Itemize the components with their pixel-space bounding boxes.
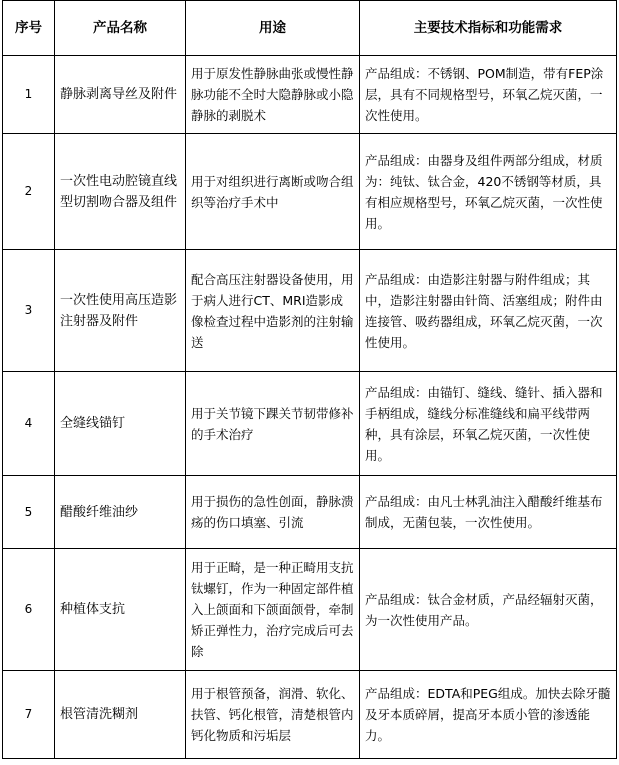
row-use: 用于对组织进行离断或吻合组织等治疗手术中: [186, 134, 360, 250]
table-row: [3, 372, 617, 476]
row-product-name: 一次性电动腔镜直线型切割吻合器及组件: [55, 134, 186, 250]
row-spec: 产品组成：由器身及组件两部分组成，材质为：纯钛、钛合金，420不锈钢等材质，具有相应规格型号，环氧乙烷灭菌，一次性使用。: [360, 134, 617, 250]
table-row: [3, 671, 617, 759]
header-spec: 主要技术指标和功能需求: [360, 1, 617, 56]
row-product-name: 种植体支抗: [55, 549, 186, 671]
row-spec: 产品组成：钛合金材质，产品经辐射灭菌，为一次性使用产品。: [360, 549, 617, 671]
product-requirements-table: [2, 0, 617, 759]
row-spec: 产品组成：由凡士林乳油注入醋酸纤维基布制成，无菌包装，一次性使用。: [360, 476, 617, 549]
row-product-name: 全缝线锚钉: [55, 372, 186, 476]
row-no: 6: [3, 549, 55, 671]
table-row: [3, 476, 617, 549]
row-product-name: 一次性使用高压造影注射器及附件: [55, 250, 186, 372]
header-use: 用途: [186, 1, 360, 56]
table-row: [3, 250, 617, 372]
row-spec: 产品组成：EDTA和PEG组成。加快去除牙髓及牙本质碎屑，提高牙本质小管的渗透能力。: [360, 671, 617, 759]
row-spec: 产品组成：不锈钢、POM制造，带有FEP涂层，具有不同规格型号，环氧乙烷灭菌，一次性使用。: [360, 56, 617, 134]
row-no: 4: [3, 372, 55, 476]
header-no: 序号: [3, 1, 55, 56]
row-no: 1: [3, 56, 55, 134]
table-row: [3, 134, 617, 250]
row-no: 7: [3, 671, 55, 759]
row-product-name: 静脉剥离导丝及附件: [55, 56, 186, 134]
row-product-name: 根管清洗糊剂: [55, 671, 186, 759]
row-product-name: 醋酸纤维油纱: [55, 476, 186, 549]
table-row: [3, 56, 617, 134]
header-row: [3, 1, 617, 56]
row-use: 用于原发性静脉曲张或慢性静脉功能不全时大隐静脉或小隐静脉的剥脱术: [186, 56, 360, 134]
row-no: 5: [3, 476, 55, 549]
row-use: 配合高压注射器设备使用，用于病人进行CT、MRI造影成像检查过程中造影剂的注射输送: [186, 250, 360, 372]
row-no: 2: [3, 134, 55, 250]
row-no: 3: [3, 250, 55, 372]
row-use: 用于损伤的急性创面，静脉溃疡的伤口填塞、引流: [186, 476, 360, 549]
table-row: [3, 549, 617, 671]
row-use: 用于关节镜下踝关节韧带修补的手术治疗: [186, 372, 360, 476]
row-spec: 产品组成：由锚钉、缝线、缝针、插入器和手柄组成，缝线分标准缝线和扁平线带两种，具有涂层，环氧乙烷灭菌，一次性使用。: [360, 372, 617, 476]
row-spec: 产品组成：由造影注射器与附件组成；其中，造影注射器由针筒、活塞组成；附件由连接管、吸药器组成，环氧乙烷灭菌，一次性使用。: [360, 250, 617, 372]
row-use: 用于根管预备，润滑、软化、扶管、钙化根管，清楚根管内钙化物质和污垢层: [186, 671, 360, 759]
row-use: 用于正畸，是一种正畸用支抗钛螺钉，作为一种固定部件植入上颌面和下颌面颌骨，牵制矫正弹性力，治疗完成后可去除: [186, 549, 360, 671]
header-product-name: 产品名称: [55, 1, 186, 56]
